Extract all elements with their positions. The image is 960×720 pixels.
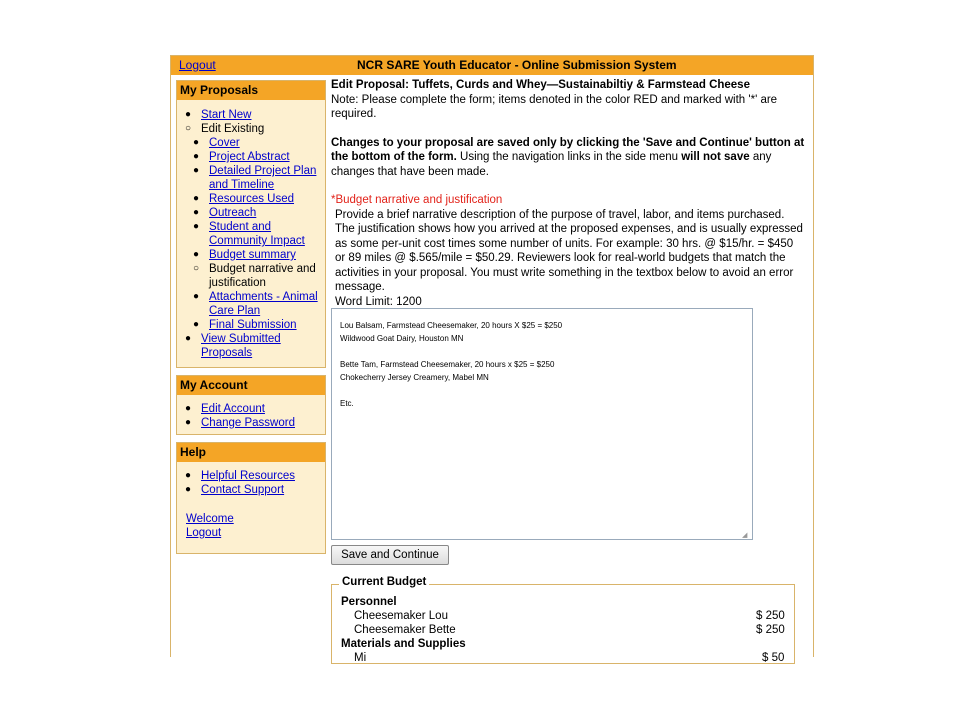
welcome-item bbox=[186, 512, 234, 526]
view-submitted-item bbox=[185, 332, 281, 346]
nav-item-impact bbox=[193, 220, 271, 234]
budget-narrative-label: *Budget narrative and justification bbox=[331, 194, 503, 206]
textarea-line: Wildwood Goat Dairy, Houston MN bbox=[340, 334, 464, 343]
current-budget-fieldset bbox=[331, 576, 795, 664]
budget-item-name: Cheesemaker Bette bbox=[354, 624, 456, 636]
page-title: NCR SARE Youth Educator - Online Submission System bbox=[357, 58, 677, 72]
change-password-link[interactable]: Change Password bbox=[201, 417, 295, 429]
nav-current-budget-narrative-cont: justification bbox=[209, 277, 266, 289]
nav-link-plan-cont[interactable]: and Timeline bbox=[209, 179, 275, 191]
current-budget-legend: Current Budget bbox=[339, 576, 429, 588]
logout-link[interactable]: Logout bbox=[179, 58, 216, 72]
open-bullet-icon: ○ bbox=[185, 123, 192, 134]
nav-item-attachments-cont bbox=[209, 304, 260, 318]
help-heading: Help bbox=[177, 443, 325, 462]
save-notice-text: Using the navigation links in the side menu bbox=[456, 151, 682, 163]
bullet-icon: ● bbox=[185, 333, 192, 344]
my-account-panel bbox=[176, 375, 326, 435]
bullet-icon: ● bbox=[193, 319, 200, 330]
edit-account-link[interactable]: Edit Account bbox=[201, 403, 265, 415]
nav-current-budget-narrative: Budget narrative and bbox=[209, 263, 316, 275]
nav-link-plan[interactable]: Detailed Project Plan bbox=[209, 165, 317, 177]
nav-item-outreach bbox=[193, 206, 256, 220]
nav-link-final-submission[interactable]: Final Submission bbox=[209, 319, 297, 331]
bullet-icon: ● bbox=[193, 249, 200, 260]
welcome-link[interactable]: Welcome bbox=[186, 513, 234, 525]
my-proposals-heading: My Proposals bbox=[177, 81, 325, 100]
textarea-line bbox=[340, 345, 752, 358]
bullet-icon: ● bbox=[193, 193, 200, 204]
save-notice bbox=[331, 136, 809, 180]
bullet-icon: ● bbox=[185, 417, 192, 428]
textarea-line: Chokecherry Jersey Creamery, Mabel MN bbox=[340, 373, 489, 382]
start-new-item bbox=[185, 108, 252, 122]
nav-item-attachments bbox=[193, 290, 318, 304]
nav-item-resources bbox=[193, 192, 294, 206]
bullet-icon: ● bbox=[193, 221, 200, 232]
help-panel bbox=[176, 442, 326, 554]
textarea-line bbox=[340, 384, 752, 397]
my-proposals-panel bbox=[176, 80, 326, 368]
bullet-icon: ● bbox=[185, 109, 192, 120]
nav-item-plan bbox=[193, 164, 316, 178]
nav-link-resources[interactable]: Resources Used bbox=[209, 193, 295, 205]
help-logout-link[interactable]: Logout bbox=[186, 527, 222, 539]
view-submitted-link-cont[interactable]: Proposals bbox=[201, 347, 253, 359]
main-content bbox=[331, 78, 809, 309]
bullet-icon: ● bbox=[193, 207, 200, 218]
nav-item-budget-narrative-cont bbox=[209, 276, 266, 290]
save-notice-bold: Changes to your proposal are saved only by clicking the 'Save and Continue' button at the bottom of the form. bbox=[331, 136, 805, 163]
bullet-icon: ● bbox=[185, 470, 192, 481]
field-instructions: Provide a brief narrative description of the purpose of travel, labor, and items purchased. The justification shows how you arrived at the proposed expenses, and is usually expressed as some per-unit cost times some number of units. For example: 30 hrs. @ $15/hr. = $450 or 89 miles @ $.565/mile = $50.29. Reviewers look for real-world budgets that match the activities in your proposal. You must write something in the textbox below to avoid an error message. bbox=[335, 208, 803, 293]
edit-account-item bbox=[185, 402, 265, 416]
budget-item-amount: $ 250 bbox=[756, 610, 785, 622]
app-frame bbox=[170, 55, 814, 664]
help-logout-item bbox=[186, 526, 221, 540]
nav-item-abstract bbox=[193, 150, 290, 164]
edit-existing-item bbox=[185, 122, 264, 136]
budget-item-amount: $ 250 bbox=[756, 624, 785, 636]
header-bar bbox=[171, 56, 813, 75]
bullet-icon: ● bbox=[185, 484, 192, 495]
bullet-icon: ● bbox=[193, 165, 200, 176]
nav-link-impact[interactable]: Student and bbox=[209, 221, 272, 233]
contact-support-link[interactable]: Contact Support bbox=[201, 484, 285, 496]
edit-existing-label: Edit Existing bbox=[201, 123, 265, 135]
word-limit: Word Limit: 1200 bbox=[335, 295, 422, 308]
nav-link-budget-summary[interactable]: Budget summary bbox=[209, 249, 296, 261]
save-notice-bold-2: will not save bbox=[681, 151, 750, 163]
materials-heading: Materials and Supplies bbox=[341, 638, 466, 650]
save-and-continue-button[interactable]: Save and Continue bbox=[331, 545, 449, 565]
save-notice-text-2: any changes that have been made. bbox=[331, 151, 772, 178]
budget-item-name: Cheesemaker Lou bbox=[354, 610, 448, 622]
view-submitted-item-cont bbox=[201, 346, 252, 360]
textarea-line: Etc. bbox=[340, 399, 354, 408]
nav-item-impact-cont bbox=[209, 234, 305, 248]
view-submitted-link[interactable]: View Submitted bbox=[201, 333, 281, 345]
my-account-heading: My Account bbox=[177, 376, 325, 395]
resize-handle-icon[interactable]: ◢ bbox=[742, 532, 748, 539]
nav-item-plan-cont bbox=[209, 178, 274, 192]
nav-item-budget-narrative bbox=[193, 262, 316, 276]
helpful-resources-link[interactable]: Helpful Resources bbox=[201, 470, 295, 482]
helpful-resources-item bbox=[185, 469, 295, 483]
textarea-line: Bette Tam, Farmstead Cheesemaker, 20 hours x $25 = $250 bbox=[340, 360, 555, 369]
change-password-item bbox=[185, 416, 295, 430]
nav-link-outreach[interactable]: Outreach bbox=[209, 207, 257, 219]
nav-item-final-submission bbox=[193, 318, 297, 332]
bullet-icon: ● bbox=[193, 137, 200, 148]
nav-item-cover bbox=[193, 136, 240, 150]
required-note: Note: Please complete the form; items denoted in the color RED and marked with '*' are required. bbox=[331, 93, 778, 120]
bullet-icon: ● bbox=[193, 291, 200, 302]
open-bullet-icon: ○ bbox=[193, 263, 200, 274]
nav-link-attachments-cont[interactable]: Care Plan bbox=[209, 305, 261, 317]
nav-link-cover[interactable]: Cover bbox=[209, 137, 240, 149]
personnel-heading: Personnel bbox=[341, 596, 397, 608]
proposal-heading: Edit Proposal: Tuffets, Curds and Whey—Sustainabiltiy & Farmstead Cheese bbox=[331, 79, 750, 91]
contact-support-item bbox=[185, 483, 284, 497]
nav-item-budget-summary bbox=[193, 248, 296, 262]
nav-link-abstract[interactable]: Project Abstract bbox=[209, 151, 290, 163]
budget-item-name: Mi bbox=[354, 652, 367, 664]
textarea-line: Lou Balsam, Farmstead Cheesemaker, 20 hours X $25 = $250 bbox=[340, 321, 563, 330]
nav-link-impact-cont[interactable]: Community Impact bbox=[209, 235, 305, 247]
budget-item-amount: $ 50 bbox=[762, 652, 785, 664]
budget-narrative-textarea[interactable] bbox=[331, 308, 753, 540]
start-new-link[interactable]: Start New bbox=[201, 109, 252, 121]
bullet-icon: ● bbox=[193, 151, 200, 162]
nav-link-attachments[interactable]: Attachments - Animal bbox=[209, 291, 318, 303]
bullet-icon: ● bbox=[185, 403, 192, 414]
